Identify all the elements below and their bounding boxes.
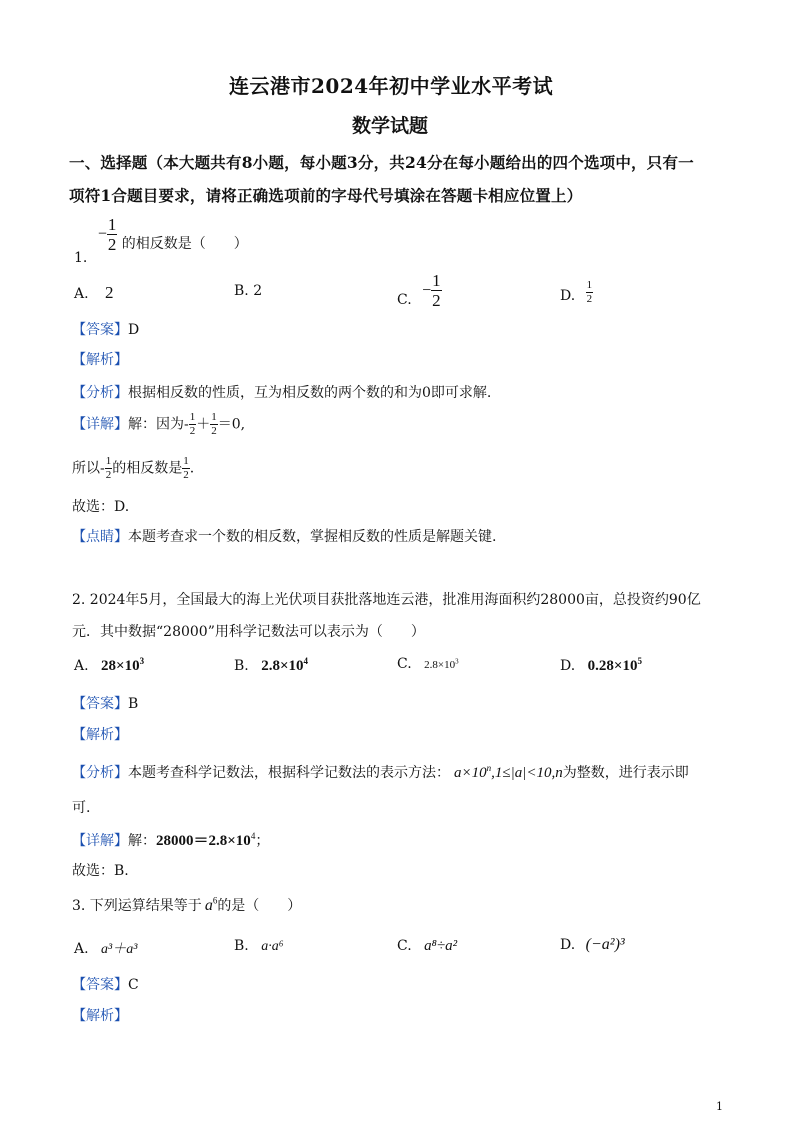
q2-xiangjie: [72, 829, 269, 850]
q2-fenxi-line2: 可.: [72, 800, 91, 816]
exam-title: 连云港市2024年初中学业水平考试: [229, 74, 554, 98]
q2-option-a-label: A.: [74, 658, 89, 674]
q3-stem-exp: 6: [212, 895, 218, 906]
q2-option-a-exp: 3: [139, 656, 145, 666]
q2-option-d: [560, 656, 642, 675]
q2-guxuan: 故选：B.: [72, 863, 129, 879]
q1-xiangjie-pre: 解：因为-: [128, 416, 189, 433]
q2-option-b-label: B.: [234, 658, 249, 674]
q2-fenxi-math2: ,1≤|a|<10,n: [491, 765, 563, 781]
q3-option-c: [397, 938, 457, 955]
q1-option-a-value: 2: [105, 283, 114, 302]
section-heading-line1: 一、选择题（本大题共有8小题，每小题3分，共24分在每小题给出的四个选项中，只有一: [69, 153, 694, 172]
q3-option-a-value: a³＋a³: [101, 942, 138, 957]
q1-xj-frac2-num: 1: [211, 411, 217, 423]
q1-so-frac1-num: 1: [105, 455, 112, 467]
q3-stem-pre: 3. 下列运算结果等于: [72, 898, 202, 914]
q3-analysis-heading: [72, 1005, 128, 1025]
q2-answer-value: B: [128, 696, 139, 712]
q1-so-frac2-num: 1: [183, 455, 189, 467]
q2-analysis-label: 【解析】: [72, 727, 128, 743]
q2-xiangjie-label: 【详解】: [72, 833, 128, 849]
q3-option-c-value: a⁸÷a²: [424, 938, 458, 954]
q1-so-end: .: [189, 460, 195, 477]
q1-option-c-label: C.: [397, 291, 412, 308]
q1-frac-num: 1: [107, 215, 117, 234]
q3-option-d-value: (−a²)³: [585, 936, 625, 953]
q3-answer-label: 【答案】: [72, 977, 128, 993]
q2-option-a-value: 28×10: [101, 658, 140, 674]
q2-xiangjie-math: 28000＝2.8×10: [156, 833, 251, 849]
dianjing-label: 【点睛】: [72, 529, 128, 545]
q3-stem-post: 的是（ ）: [217, 898, 302, 914]
q2-option-d-label: D.: [560, 658, 576, 674]
q3-option-a: [74, 938, 137, 958]
q1-so: [72, 456, 194, 481]
q1-option-a-label: A.: [74, 286, 89, 302]
q1-xiangjie: 【详解】解：因为- $\frac{1}{2}$ ＋ $\frac{1}{2}$ ＝0,: [72, 411, 246, 437]
q2-fenxi-exp: n: [486, 763, 492, 773]
q2-option-c-exp: 3: [455, 657, 459, 666]
q1-option-d-den: 2: [586, 293, 593, 305]
q1-dianjing-text: 本题考查求一个数的相反数，掌握相反数的性质是解题关键.: [128, 529, 497, 545]
q3-analysis-label: 【解析】: [72, 1008, 128, 1024]
q1-fenxi-text: 根据相反数的性质，互为相反数的两个数的和为0即可求解.: [128, 385, 492, 401]
q3-stem: [72, 895, 301, 915]
q1-so-frac2-den: 2: [183, 469, 189, 481]
q3-option-c-label: C.: [397, 938, 412, 954]
q2-fenxi-post: 为整数，进行表示即: [562, 765, 689, 781]
q2-fenxi-math: a×10: [454, 765, 487, 781]
q2-analysis-heading: [72, 724, 128, 744]
q1-xj-frac1-den: 2: [189, 425, 196, 437]
q2-xiangjie-exp: 4: [250, 831, 256, 841]
q2-fenxi-pre: 本题考查科学记数法，根据科学记数法的表示方法：: [128, 765, 450, 781]
q3-option-a-label: A.: [74, 941, 89, 957]
q2-option-c-label: C.: [397, 656, 412, 672]
q2-option-b-exp: 4: [303, 656, 309, 666]
q1-number: 1.: [74, 249, 88, 266]
q1-fraction: − $\frac{1}{2}$: [97, 215, 117, 254]
q1-answer-value: D: [128, 322, 140, 338]
q1-option-b: B. 2: [234, 283, 263, 299]
q3-option-b-value: a·a⁶: [261, 939, 284, 954]
q1-so-frac1-den: 2: [105, 469, 112, 481]
page-number: 1: [716, 1100, 723, 1113]
q1-option-d-num: 1: [586, 279, 593, 291]
q2-stem-line1: 2. 2024年5月，全国最大的海上光伏项目获批落地连云港，批准用海面积约28000亩，总投资约90亿: [72, 592, 701, 608]
q2-answer: [72, 693, 138, 713]
q1-xiangjie-end: ＝0,: [217, 416, 246, 433]
q1-so-mid: 的相反数是: [112, 460, 183, 477]
q1-dianjing: [72, 526, 496, 546]
exam-subtitle: 数学试题: [352, 115, 429, 137]
q3-option-b-label: B.: [234, 938, 249, 954]
q1-option-d: [560, 280, 593, 305]
q2-option-b: [234, 656, 308, 675]
q3-stem-var: a: [204, 897, 213, 914]
q1-guxuan: 故选：D.: [72, 499, 130, 515]
q3-option-d-label: D.: [560, 937, 576, 953]
q2-answer-label: 【答案】: [72, 696, 128, 712]
q1-stem: [74, 215, 248, 266]
q1-option-d-label: D.: [560, 287, 576, 304]
q2-option-c: [397, 656, 459, 672]
q3-answer-value: C: [128, 977, 139, 993]
fenxi-label: 【分析】: [72, 385, 128, 401]
q1-xj-frac1-num: 1: [189, 411, 196, 423]
q2-fenxi: [72, 762, 689, 782]
q2-option-a: [74, 656, 144, 675]
q1-xj-frac2-den: 2: [211, 425, 217, 437]
q2-xiangjie-pre: 解：: [128, 833, 156, 849]
q3-option-b: [234, 938, 284, 955]
q2-option-b-value: 2.8×10: [261, 658, 304, 674]
q3-option-d: [560, 936, 625, 954]
q1-option-a: [74, 283, 114, 303]
q2-option-c-value: 2.8×10: [424, 659, 456, 671]
q2-option-d-exp: 5: [637, 656, 642, 666]
q1-stem-text: 的相反数是（ ）: [121, 235, 248, 252]
xiangjie-label: 【详解】: [72, 416, 128, 433]
q2-fenxi-label: 【分析】: [72, 765, 128, 781]
section-heading-line2: 项符1合题目要求，请将正确选项前的字母代号填涂在答题卡相应位置上）: [69, 186, 583, 205]
q1-option-c-den: 2: [432, 291, 441, 310]
q1-option-c-num: 1: [432, 271, 441, 290]
q2-option-d-value: 0.28×10: [587, 658, 638, 674]
q1-analysis-heading: [72, 349, 128, 369]
q1-so-pre: 所以-: [72, 460, 105, 477]
q2-stem-line2: 元．其中数据“28000”用科学记数法可以表示为（ ）: [72, 624, 425, 640]
q3-answer: [72, 974, 139, 994]
q1-frac-den: 2: [107, 235, 117, 254]
q1-fenxi: [72, 382, 491, 402]
answer-label: 【答案】: [72, 322, 128, 338]
q2-xiangjie-end: ；: [255, 833, 270, 849]
q1-option-c: C. − $\frac{1}{2}$: [397, 271, 441, 310]
q1-answer: [72, 319, 139, 339]
analysis-label: 【解析】: [72, 352, 128, 368]
